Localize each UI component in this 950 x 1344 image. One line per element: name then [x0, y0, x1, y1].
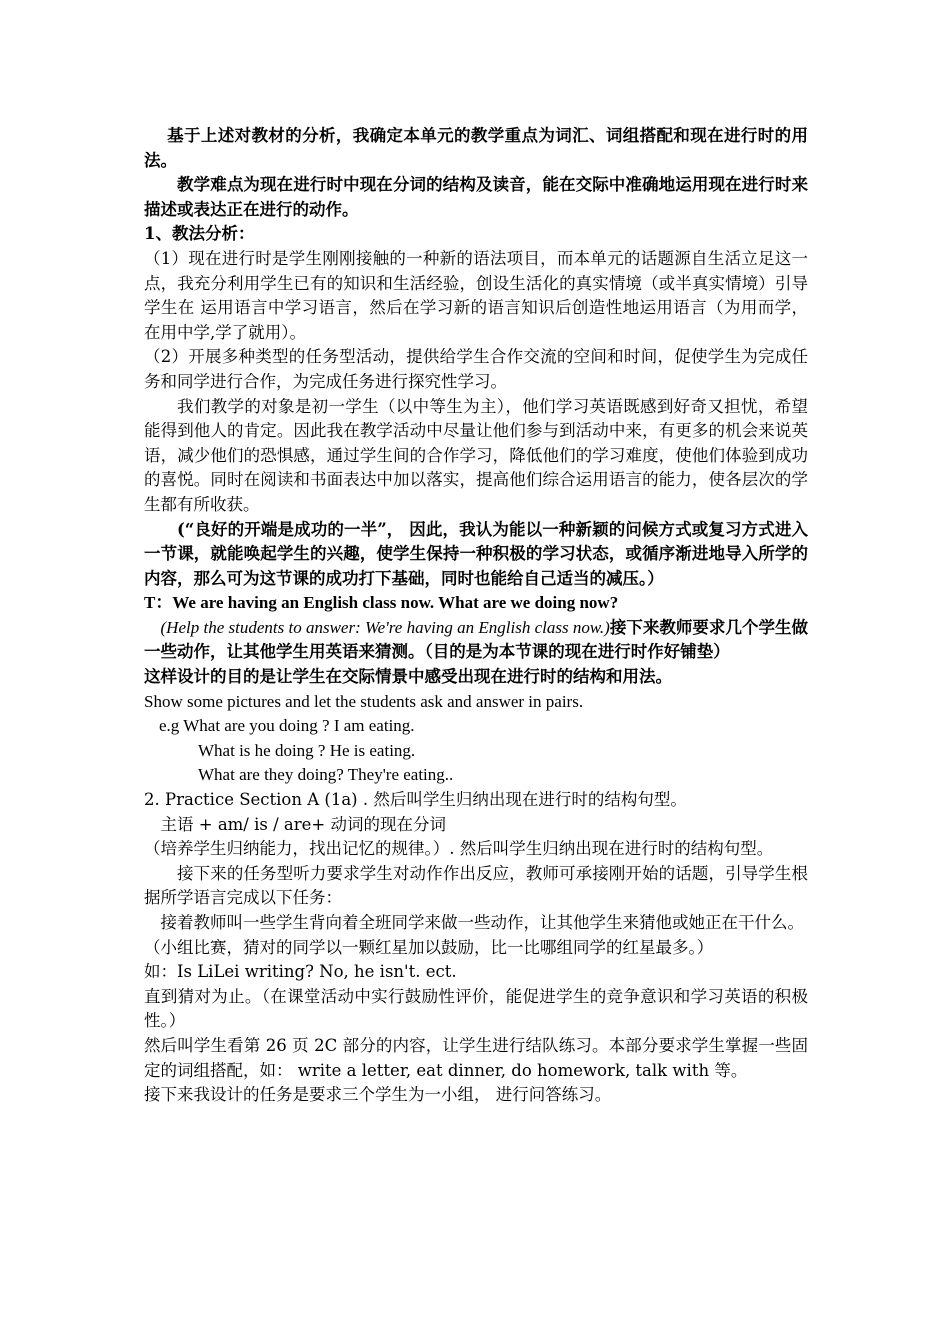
- help-students-rest: 接下来教师要求几个学生做一些动作，让其他学生用英语来猜测。（目的是为本节课的现在进行时作好铺垫）: [144, 617, 808, 662]
- example-line-3: What are they doing? They're eating..: [198, 765, 454, 785]
- paragraph-teaching-difficulty: 教学难点为现在进行时中现在分词的结构及读音，能在交际中准确地运用现在进行时来描述或表达正在进行的动作。: [144, 175, 808, 219]
- structure-formula: 主语 + am/ is / are+ 动词的现在分词: [160, 814, 446, 834]
- paragraph-next-task: 接下来我设计的任务是要求三个学生为一小组， 进行问答练习。: [144, 1085, 612, 1105]
- paragraph-help-students: [144, 616, 808, 665]
- paragraph-page-26: 然后叫学生看第 26 页 2C 部分的内容，让学生进行结队练习。本部分要求学生掌握一些固定的词组搭配，如： write a letter, eat dinner, do homework, talk with 等。: [144, 1035, 808, 1080]
- paragraph-teaching-focus: 基于上述对教材的分析，我确定本单元的教学重点为词汇、词组搭配和现在进行时的用法。: [144, 126, 808, 170]
- paragraph-actions: 接着教师叫一些学生背向着全班同学来做一些动作，让其他学生来猜他或她正在干什么。: [160, 913, 804, 932]
- paragraph-students: 我们教学的对象是初一学生（以中等生为主），他们学习英语既感到好奇又担忧，希望能得到他人的肯定。因此我在教学活动中尽量让他们参与到活动中来，有更多的机会来说英语，减少他们的恐惧感，通过学生间的合作学习，降低他们的学习难度，使他们体验到成功的喜悦。同时在阅读和书面表达中加以落实，提高他们综合运用语言的能力，使各层次的学生都有所收获。: [144, 396, 808, 514]
- paragraph-show-pictures: Show some pictures and let the students ask and answer in pairs.: [144, 691, 584, 711]
- paragraph-method-1: （1）现在进行时是学生刚刚接触的一种新的语法项目，而本单元的话题源自生活立足这一点，我充分利用学生已有的知识和生活经验，创设生活化的真实情境（或半真实情境）引导学生在 运用语言中学习语言，然后在学习新的语言知识后创造性地运用语言（为用而学， 在用中学,学了就用）。: [144, 248, 808, 342]
- example-line-1: e.g What are you doing ? I am eating.: [159, 716, 415, 736]
- paragraph-example-question: 如：Is LiLei writing? No, he isn't. ect.: [144, 962, 457, 982]
- teacher-line: T：We are having an English class now. What are we doing now?: [144, 593, 619, 613]
- paragraph-listening-task: 接下来的任务型听力要求学生对动作作出反应，教师可承接刚开始的话题，引导学生根据所学语言完成以下任务：: [144, 863, 808, 908]
- document-page: [144, 124, 808, 1108]
- paragraph-good-start: (“良好的开端是成功的一半”， 因此，我认为能以一种新颖的问候方式或复习方式进入一节课，就能唤起学生的兴趣，使学生保持一种积极的学习状态，或循序渐进地导入所学的内容，那么可为这节课的成功打下基础，同时也能给自己适当的减压。）: [144, 519, 808, 588]
- section-heading-teaching-method: 1、教法分析：: [144, 224, 255, 244]
- help-students-italic: (Help the students to answer: We're having an English class now.): [160, 617, 610, 637]
- paragraph-method-2: （2）开展多种类型的任务型活动，提供给学生合作交流的空间和时间，促使学生为完成任务和同学进行合作，为完成任务进行探究性学习。: [144, 347, 808, 391]
- paragraph-practice: 2. Practice Section A (1a) . 然后叫学生归纳出现在进行时的结构句型。: [144, 790, 687, 810]
- example-line-2: What is he doing ? He is eating.: [198, 740, 416, 760]
- paragraph-induction: （培养学生归纳能力，找出记忆的规律。）. 然后叫学生归纳出现在进行时的结构句型。: [144, 839, 774, 859]
- paragraph-group-game: （小组比赛，猜对的同学以一颗红星加以鼓励，比一比哪组同学的红星最多。）: [144, 937, 714, 957]
- paragraph-design-purpose: 这样设计的目的是让学生在交际情景中感受出现在进行时的结构和用法。: [144, 667, 672, 687]
- paragraph-until-correct: 直到猜对为止。（在课堂活动中实行鼓励性评价，能促进学生的竞争意识和学习英语的积极性。）: [144, 986, 808, 1031]
